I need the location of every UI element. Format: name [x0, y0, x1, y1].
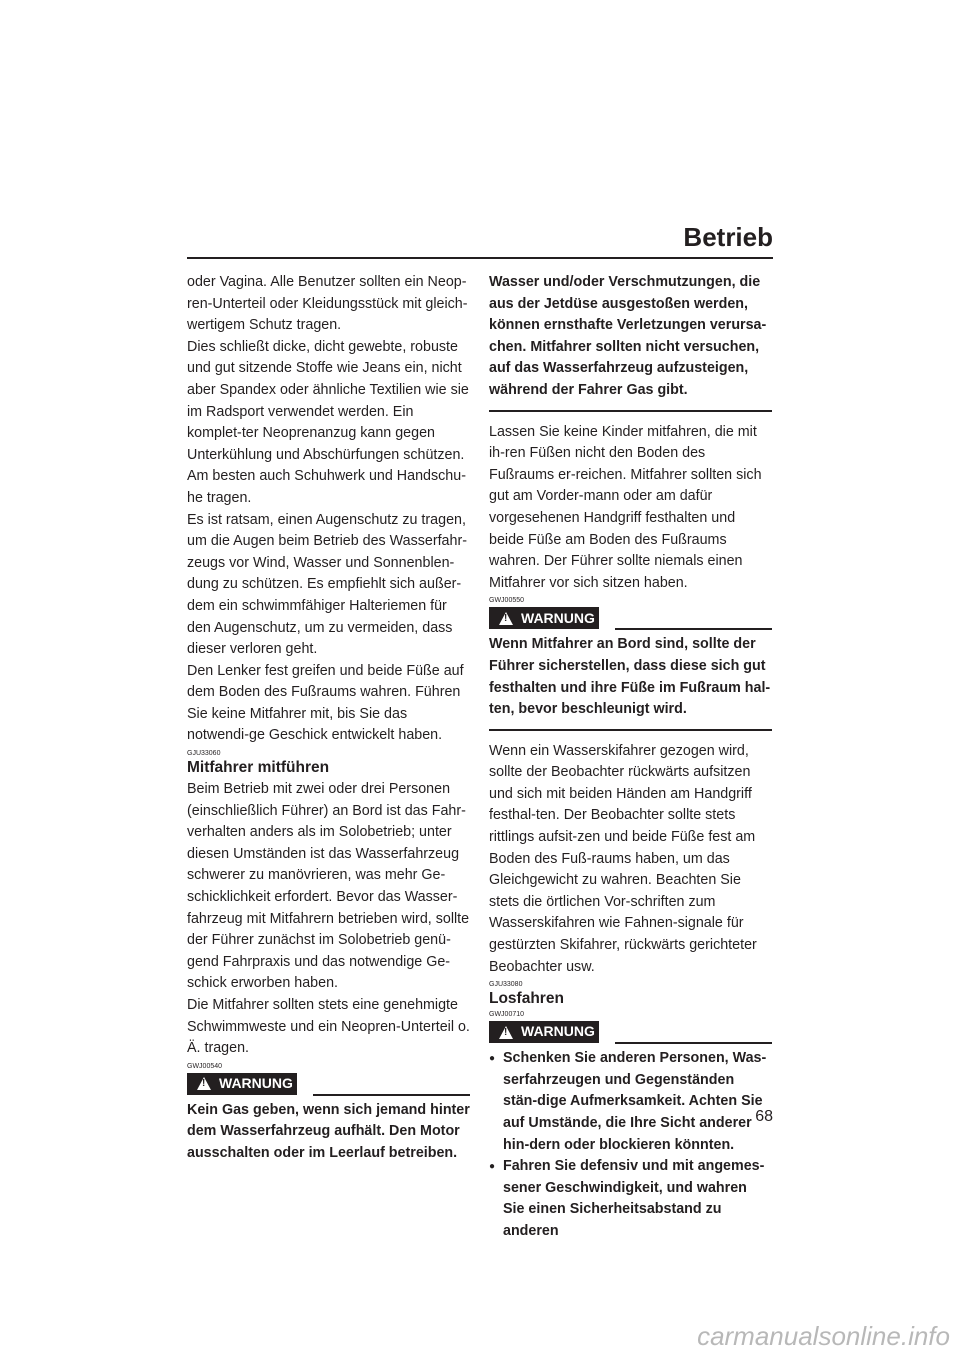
warning-rule: [615, 1042, 772, 1044]
warning-code: GWJ00710: [489, 1011, 525, 1019]
paragraph: Wenn ein Wasserskifahrer gezogen wird, sollte der Beobachter rückwärts aufsitzen und sich mit beiden Händen am Handgriff festhal-ten. Der Beobachter sollte stets rittlings aufsit-zen und beide Füße fest am Boden des Fuß-raums haben, um das Gleichgewicht zu wahren. Beachten Sie stets die örtlichen Vor-schriften zum Wasserskifahren wie Fahnen-signale für gestürzten Skifahrer, rückwärts gerichteter Beobachter usw.: [489, 742, 757, 975]
warning-end-rule: [489, 410, 772, 412]
paragraph: Lassen Sie keine Kinder mitfahren, die mit ih-ren Füßen nicht den Boden des Fußraums er-reichen. Mitfahrer sollten sich gut am Vorder-mann oder am dafür vorgesehenen Handgriff festhalten und beide Füße am Boden des Fußraums wahren. Der Führer sollte niemals einen Mitfahrer vor sich sitzen haben.: [489, 423, 762, 591]
footer-watermark: carmanualsonline.info: [697, 1321, 950, 1351]
warning-badge: [187, 1073, 297, 1095]
paragraph: oder Vagina. Alle Benutzer sollten ein Neop-ren-Unterteil oder Kleidungsstück mit gleich-wertigem Schutz tragen.: [187, 274, 468, 334]
list-item: ● Fahren Sie defensiv und mit angemes-sener Geschwindigkeit, und wahren Sie einen Sicherheitsabstand zu anderen: [489, 1156, 772, 1242]
warning-end-rule: [489, 729, 772, 731]
warning-triangle-icon: [197, 1077, 211, 1090]
warning-header: [187, 1072, 470, 1096]
paragraph: Es ist ratsam, einen Augenschutz zu tragen, um die Augen beim Betrieb des Wasserfahr-zeugs vor Wind, Wasser und Sonnenblen-dung zu schützen. Es empfiehlt sich außer-dem ein schwimmfähiger Halteriemen für den Augenschutz, um zu vermeiden, dass dieser verloren geht.: [187, 511, 467, 658]
warning-label: WARNUNG: [219, 1074, 293, 1091]
warning-text: Kein Gas geben, wenn sich jemand hinter dem Wasserfahrzeug aufhält. Den Motor ausschalten oder im Leerlauf betreiben.: [187, 1101, 470, 1161]
warning-badge: [489, 1021, 599, 1043]
warning-rule: [615, 628, 772, 630]
list-item: ● Schenken Sie anderen Personen, Was-serfahrzeugen und Gegenständen stän-dige Aufmerksamkeit. Achten Sie auf Umstände, die Ihre Sicht anderer hin-dern oder blockieren könnten.: [489, 1048, 772, 1156]
section-code: GJU33060: [187, 750, 221, 758]
section-heading: Losfahren: [489, 990, 564, 1008]
paragraph: Den Lenker fest greifen und beide Füße auf dem Boden des Fußraums wahren. Führen Sie keine Mitfahrer mit, bis Sie das notwendi-ge Geschick entwickelt haben.: [187, 662, 464, 744]
warning-label: WARNUNG: [521, 1023, 595, 1040]
header-rule: [187, 257, 773, 259]
paragraph: Die Mitfahrer sollten stets eine genehmigte Schwimmweste und ein Neopren-Unterteil o. Ä. tragen.: [187, 997, 470, 1057]
paragraph: Dies schließt dicke, dicht gewebte, robuste und gut sitzende Stoffe wie Jeans ein, nicht aber Spandex oder ähnliche Textilien wie sie im Radsport verwendet werden. Ein komplet-ter Neoprenanzug kann gegen Unterkühlung und Abschürfungen schützen.: [187, 338, 469, 463]
warning-bullet-list: [489, 1048, 772, 1242]
section-code: GJU33080: [489, 981, 523, 989]
paragraph: Beim Betrieb mit zwei oder drei Personen (einschließlich Führer) an Bord ist das Fahr-verhalten anders als im Solobetrieb; unter diesen Umständen ist das Wasserfahrzeug schwerer zu manövrieren, was mehr Ge-schicklichkeit erfordert. Bevor das Wasser-fahrzeug mit Mitfahrern betrieben wird, sollte der Führer zunächst im Solobetrieb genü-gend Fahrpraxis und das notwendige Ge-schick erworben haben.: [187, 781, 470, 992]
left-column: [187, 272, 470, 1165]
section-heading: Mitfahrer mitführen: [187, 759, 330, 777]
warning-code: GWJ00550: [489, 597, 525, 605]
page-title: Betrieb: [683, 222, 773, 252]
right-column: [489, 272, 772, 1243]
warning-header: [489, 606, 772, 630]
warning-rule: [313, 1094, 470, 1096]
warning-text-continued: Wasser und/oder Verschmutzungen, die aus der Jetdüse ausgestoßen werden, können ernsthafte Verletzungen verursa-chen. Mitfahrer sollten nicht versuchen, auf das Wasserfahrzeug aufzusteigen, während der Fahrer Gas gibt.: [489, 274, 767, 398]
paragraph: Am besten auch Schuhwerk und Handschu-he tragen.: [187, 468, 466, 506]
warning-triangle-icon: [499, 1026, 513, 1039]
warning-triangle-icon: [499, 612, 513, 625]
warning-badge: [489, 607, 599, 629]
warning-header: [489, 1020, 772, 1044]
warning-code: GWJ00540: [187, 1062, 223, 1070]
warning-label: WARNUNG: [521, 609, 595, 626]
warning-text: Wenn Mitfahrer an Bord sind, sollte der Führer sicherstellen, dass diese sich gut festhalten und ihre Füße im Fußraum hal-ten, bevor beschleunigt wird.: [489, 636, 771, 718]
page-number: 68: [755, 1108, 773, 1125]
